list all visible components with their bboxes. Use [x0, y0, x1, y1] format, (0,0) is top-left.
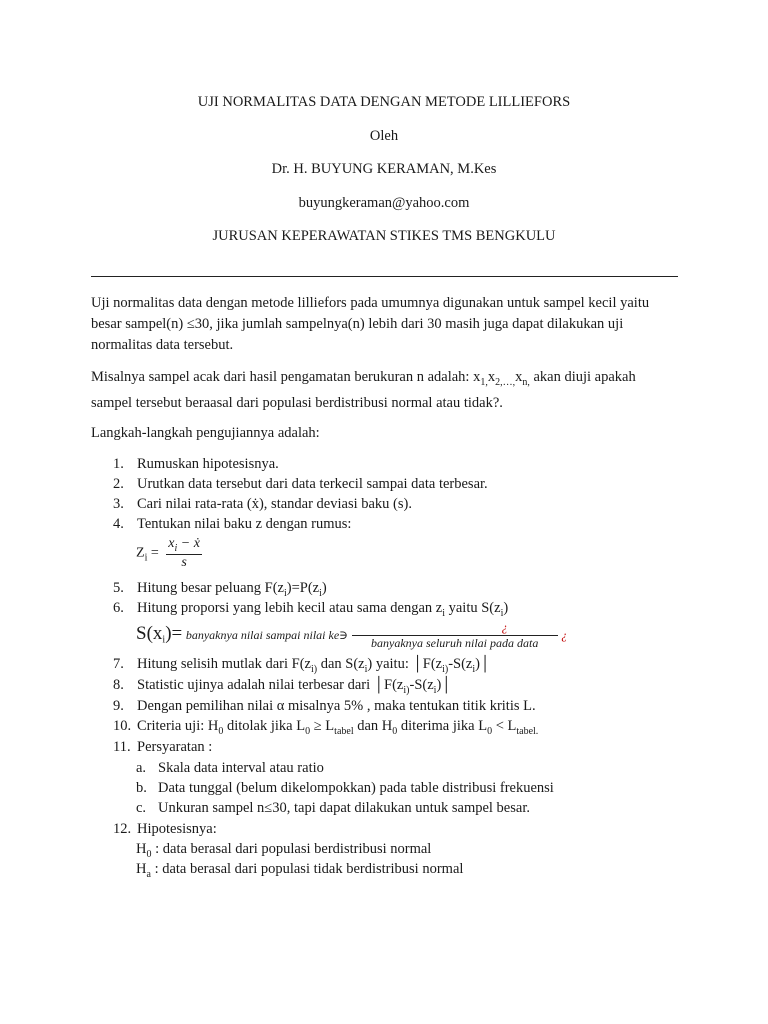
- formula-s: $S(x_i)=$ banyaknya nilai sampai nilai ke∋ $\frac{¿}{\text{banyaknya seluruh nilai pada data}}$ ¿: [136, 620, 568, 650]
- author-email: buyungkeraman@yahoo.com: [298, 195, 470, 211]
- hypothesis-ha: $H_a$ : data berasal dari populasi tidak berdistribusi normal: [136, 861, 464, 880]
- formula-z: $Z_i$ = $\frac{x_i - ẋ}{s}$: [136, 536, 200, 570]
- hypothesis-h0: $H_0$ : data berasal dari populasi berdistribusi normal: [136, 841, 432, 860]
- list-item: 6. Hitung proporsi yang lebih kecil atau sama dengan $z_i$ yaitu $S(z_i)$: [113, 600, 509, 619]
- list-item: 12. Hipotesisnya:: [113, 821, 217, 837]
- intro-paragraph: Uji normalitas data dengan metode lilliefors pada umumnya digunakan untuk sampel kecil yaitu besar sampel(n) ≤30, jika jumlah sampelnya(n) lebih dari 30 masih juga dapat dilakukan uji normalitas data tersebut.: [91, 295, 650, 353]
- steps-intro: Langkah-langkah pengujiannya adalah:: [91, 425, 320, 441]
- requirement-item: b. Data tunggal (belum dikelompokkan) pada table distribusi frekuensi: [136, 780, 554, 796]
- list-item: 7. Hitung selisih mutlak dari $F(z_{i)}$ dan $S(z_i)$ yaitu: $│F(z_{i)}-S(z_i)│$: [113, 656, 491, 675]
- list-item: 11. Persyaratan :: [113, 739, 213, 755]
- document-title: UJI NORMALITAS DATA DENGAN METODE LILLIEFORS: [197, 94, 571, 110]
- author-name: Dr. H. BUYUNG KERAMAN, M.Kes: [271, 161, 497, 177]
- list-item: 2. Urutkan data tersebut dari data terkecil sampai data terbesar.: [113, 476, 488, 492]
- list-item: 9. Dengan pemilihan nilai α misalnya 5% , maka tentukan titik kritis L.: [113, 698, 536, 714]
- list-item: 8. Statistic ujinya adalah nilai terbesar dari $│F(z_{i)}-S(z_i)│$: [113, 677, 452, 696]
- requirement-item: c. Unkuran sampel n≤30, tapi dapat dilakukan untuk sampel besar.: [136, 800, 530, 816]
- requirement-item: a. Skala data interval atau ratio: [136, 760, 324, 776]
- list-item: 10. Criteria uji: $H_0$ ditolak jika $L_0 \ge L_{tabel}$ dan $H_0$ diterima jika $L_0 < L_{tabel.}$: [113, 718, 539, 737]
- divider: [91, 276, 678, 277]
- list-item: 1. Rumuskan hipotesisnya.: [113, 456, 279, 472]
- sample-sequence: $x_{1,}x_{2,\dots,}x_{n,}$: [473, 369, 530, 388]
- sample-paragraph: Misalnya sampel acak dari hasil pengamatan berukuran n adalah: $x_{1,}x_{2,\dots,}x_{n,}$ akan diuji apakah sampel tersebut beraasal dari populasi berdistribusi normal atau tidak?.: [91, 369, 636, 411]
- list-item: 5. Hitung besar peluang $F(z_i)=P(z_i)$: [113, 580, 327, 599]
- institution: JURUSAN KEPERAWATAN STIKES TMS BENGKULU: [212, 228, 556, 244]
- by-line: Oleh: [369, 128, 399, 144]
- list-item: 3. Cari nilai rata-rata (ẋ), standar deviasi baku (s).: [113, 496, 412, 512]
- list-item: 4. Tentukan nilai baku z dengan rumus:: [113, 516, 352, 532]
